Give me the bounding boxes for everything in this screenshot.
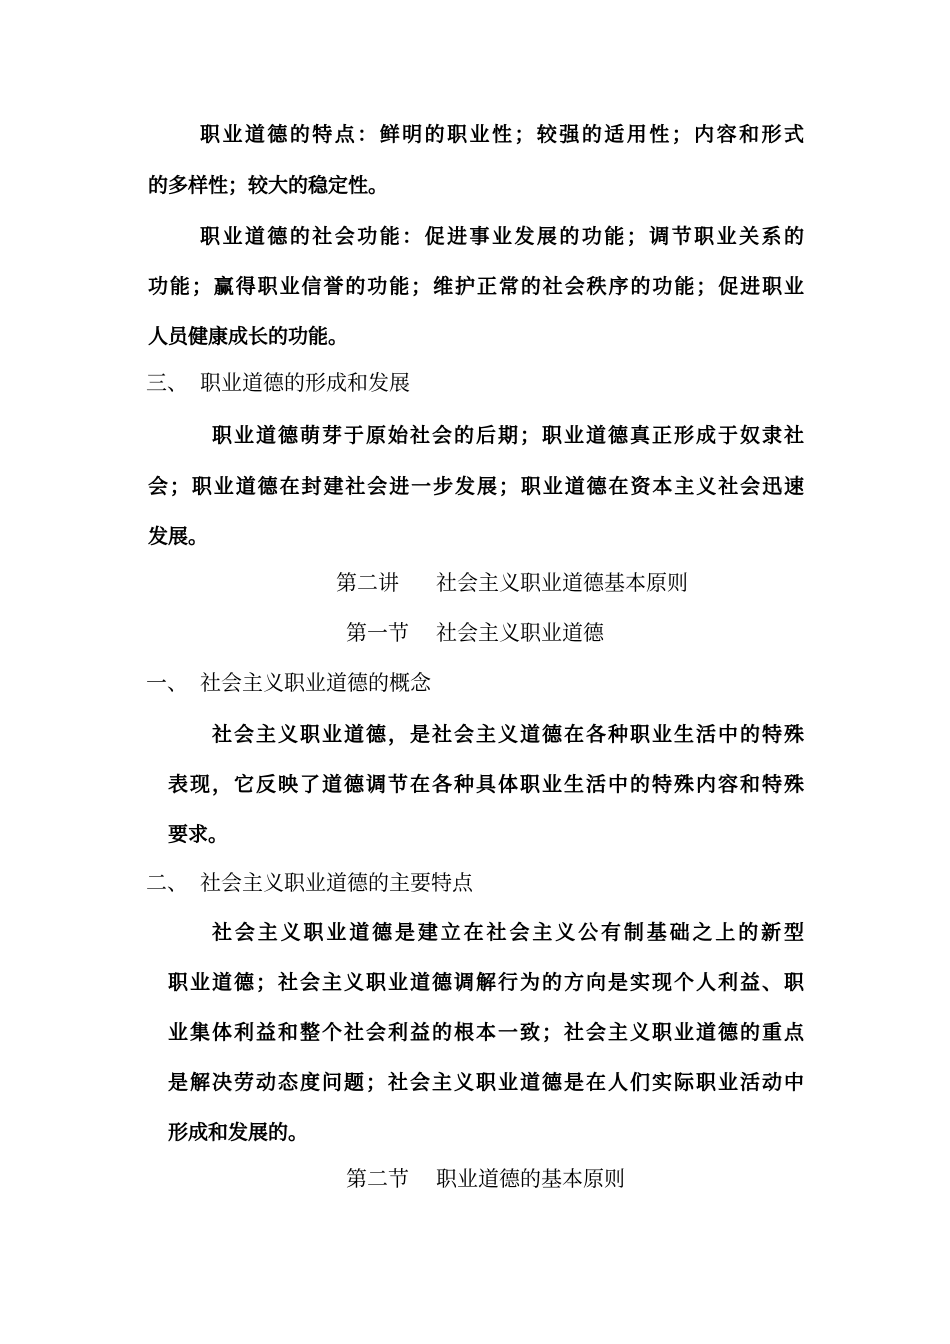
lecture-title: 社会主义职业道德基本原则 xyxy=(436,571,688,595)
item-number: 二、 xyxy=(146,871,188,895)
text-line: 形成和发展的。 xyxy=(168,1120,308,1144)
text-line: 会；职业道德在封建社会进一步发展；职业道德在资本主义社会迅速 xyxy=(148,474,804,498)
item-title: 社会主义职业道德的主要特点 xyxy=(200,871,473,895)
section-title: 职业道德的形成和发展 xyxy=(200,371,410,395)
text-line: 职业道德的特点：鲜明的职业性；较强的适用性；内容和形式 xyxy=(200,122,804,146)
text-line: 职业道德萌芽于原始社会的后期；职业道德真正形成于奴隶社 xyxy=(212,423,804,447)
text-line: 要求。 xyxy=(168,822,228,846)
text-line: 发展。 xyxy=(148,524,208,548)
section-number: 三、 xyxy=(146,371,188,395)
text-line: 职业道德；社会主义职业道德调解行为的方向是实现个人利益、职 xyxy=(168,970,804,994)
text-line: 表现，它反映了道德调节在各种具体职业生活中的特殊内容和特殊 xyxy=(168,772,804,796)
text-line: 业集体利益和整个社会利益的根本一致；社会主义职业道德的重点 xyxy=(168,1020,804,1044)
section-label: 第二节 xyxy=(346,1167,409,1191)
section-title: 社会主义职业道德 xyxy=(436,621,604,645)
section-label: 第一节 xyxy=(346,621,409,645)
text-line: 社会主义职业道德是建立在社会主义公有制基础之上的新型 xyxy=(212,920,804,944)
text-line: 职业道德的社会功能：促进事业发展的功能；调节职业关系的 xyxy=(200,224,804,248)
item-title: 社会主义职业道德的概念 xyxy=(200,671,431,695)
text-line: 是解决劳动态度问题；社会主义职业道德是在人们实际职业活动中 xyxy=(168,1070,804,1094)
text-line: 的多样性；较大的稳定性。 xyxy=(148,173,388,197)
text-line: 社会主义职业道德，是社会主义道德在各种职业生活中的特殊 xyxy=(212,722,804,746)
lecture-label: 第二讲 xyxy=(336,571,399,595)
text-line: 功能；赢得职业信誉的功能；维护正常的社会秩序的功能；促进职业 xyxy=(148,274,804,298)
section-title: 职业道德的基本原则 xyxy=(436,1167,625,1191)
text-line: 人员健康成长的功能。 xyxy=(148,324,348,348)
item-number: 一、 xyxy=(146,671,188,695)
